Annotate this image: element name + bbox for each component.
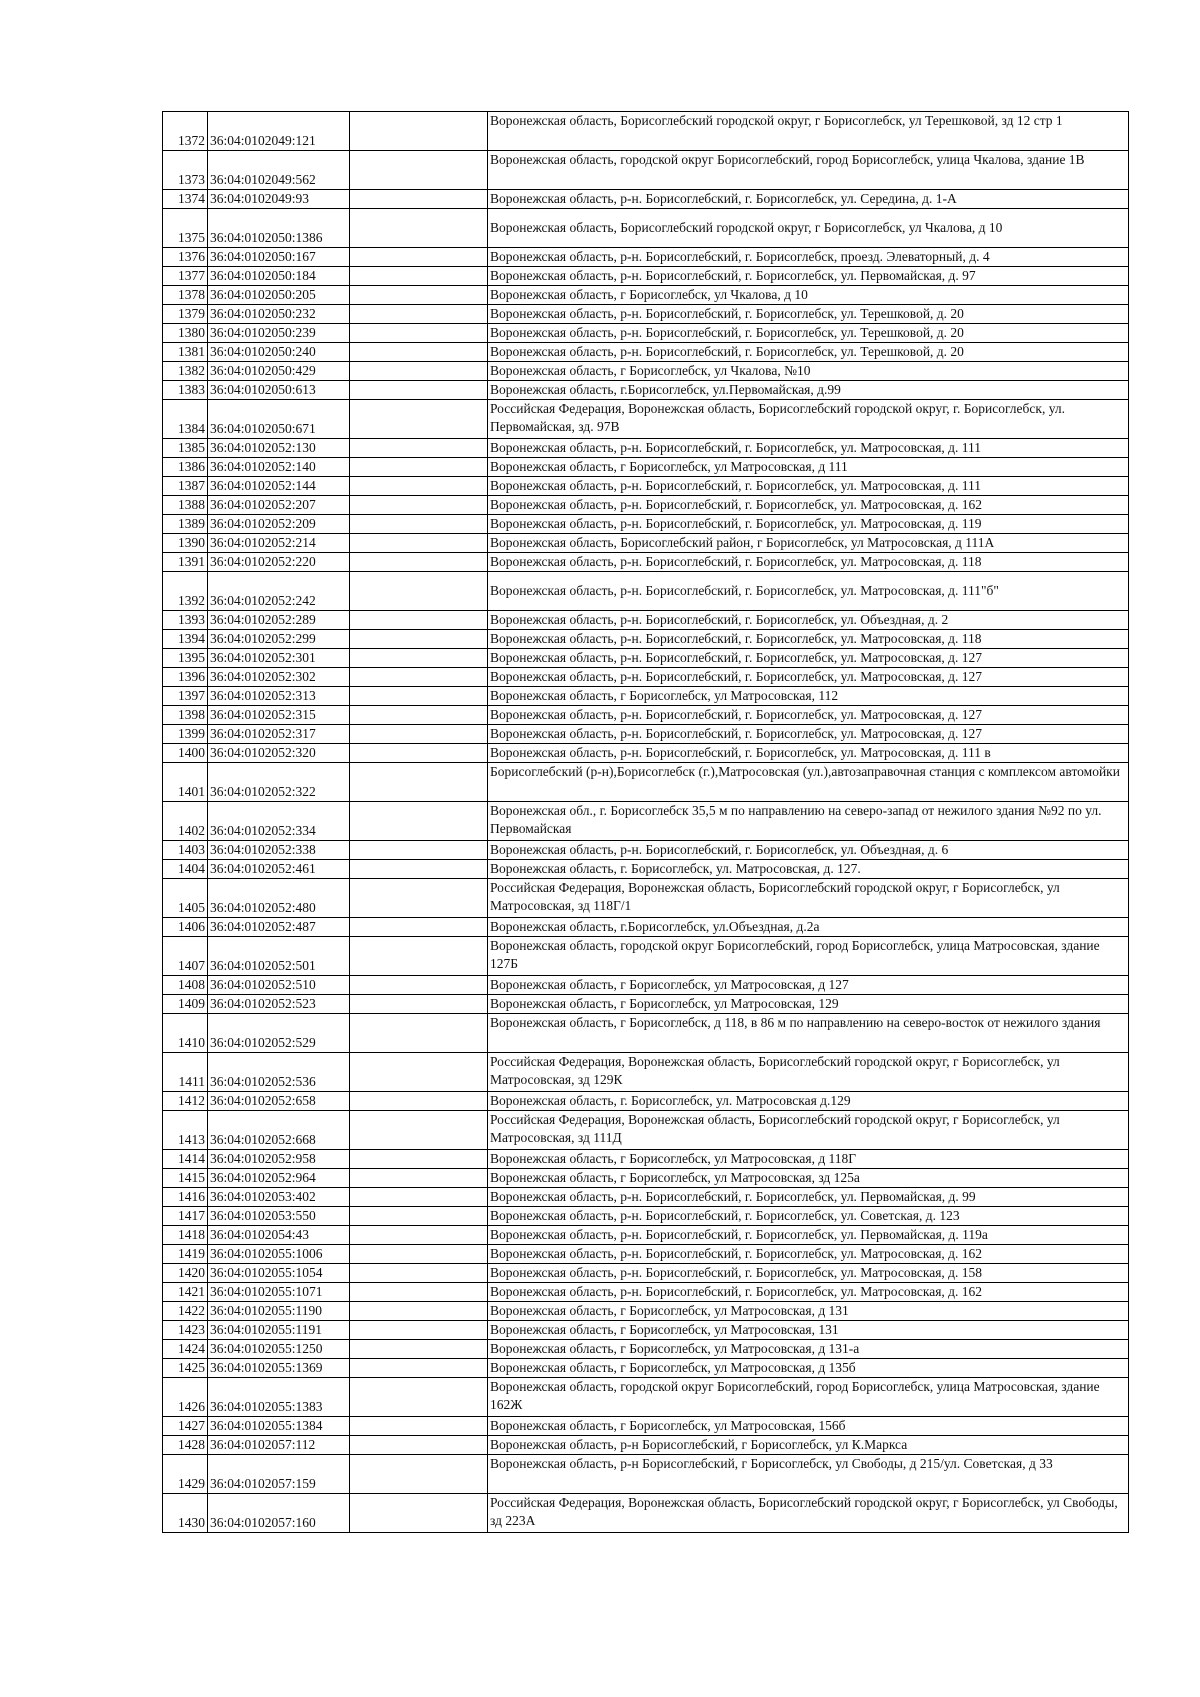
row-number: 1372 [163, 112, 208, 151]
empty-cell [350, 976, 488, 995]
row-number: 1393 [163, 611, 208, 630]
empty-cell [350, 744, 488, 763]
row-number: 1421 [163, 1283, 208, 1302]
cadastral-number: 36:04:0102055:1384 [208, 1417, 350, 1436]
address: Воронежская область, р-н Борисоглебский, г Борисоглебск, ул К.Маркса [488, 1436, 1129, 1455]
cadastral-number: 36:04:0102052:209 [208, 515, 350, 534]
empty-cell [350, 630, 488, 649]
table-row [163, 1207, 1129, 1226]
empty-cell [350, 1188, 488, 1207]
row-number: 1406 [163, 918, 208, 937]
table-row [163, 1150, 1129, 1169]
empty-cell [350, 381, 488, 400]
address: Воронежская область, г.Борисоглебск, ул.Объездная, д.2а [488, 918, 1129, 937]
empty-cell [350, 706, 488, 725]
row-number: 1382 [163, 362, 208, 381]
table-row [163, 477, 1129, 496]
row-number: 1407 [163, 937, 208, 976]
table-row [163, 515, 1129, 534]
table-row [163, 190, 1129, 209]
cadastral-number: 36:04:0102055:1054 [208, 1264, 350, 1283]
address: Воронежская область, р-н. Борисоглебский, г. Борисоглебск, ул. Матросовская, д. 111 в [488, 744, 1129, 763]
address: Воронежская область, р-н. Борисоглебский, г. Борисоглебск, ул. Советская, д. 123 [488, 1207, 1129, 1226]
empty-cell [350, 918, 488, 937]
address: Воронежская область, р-н. Борисоглебский, г. Борисоглебск, ул. Матросовская, д. 127 [488, 649, 1129, 668]
row-number: 1425 [163, 1359, 208, 1378]
row-number: 1429 [163, 1455, 208, 1494]
cadastral-number: 36:04:0102057:160 [208, 1494, 350, 1533]
cadastral-number: 36:04:0102052:523 [208, 995, 350, 1014]
cadastral-number: 36:04:0102052:317 [208, 725, 350, 744]
row-number: 1424 [163, 1340, 208, 1359]
address: Российская Федерация, Воронежская область, Борисоглебский городской округ, г Борисоглебск, ул Свободы, зд 223А [488, 1494, 1129, 1533]
table-row [163, 343, 1129, 362]
address: Воронежская область, р-н. Борисоглебский, г. Борисоглебск, ул. Первомайская, д. 119а [488, 1226, 1129, 1245]
empty-cell [350, 802, 488, 841]
row-number: 1413 [163, 1111, 208, 1150]
address: Воронежская область, р-н. Борисоглебский, г. Борисоглебск, ул. Терешковой, д. 20 [488, 305, 1129, 324]
cadastral-number: 36:04:0102052:140 [208, 458, 350, 477]
row-number: 1408 [163, 976, 208, 995]
address: Борисоглебский (р-н),Борисоглебск (г.),Матросовская (ул.),автозаправочная станция с комплексом автомойки [488, 763, 1129, 802]
address: Воронежская область, р-н. Борисоглебский, г. Борисоглебск, проезд. Элеваторный, д. 4 [488, 248, 1129, 267]
address: Воронежская обл., г. Борисоглебск 35,5 м по направлению на северо-запад от нежилого здания №92 по ул. Первомайская [488, 802, 1129, 841]
cadastral-number: 36:04:0102052:480 [208, 879, 350, 918]
cadastral-number: 36:04:0102050:167 [208, 248, 350, 267]
cadastral-number: 36:04:0102052:320 [208, 744, 350, 763]
cadastral-number: 36:04:0102050:671 [208, 400, 350, 439]
empty-cell [350, 572, 488, 611]
row-number: 1389 [163, 515, 208, 534]
address: Воронежская область, городской округ Борисоглебский, город Борисоглебск, улица Чкалова, здание 1В [488, 151, 1129, 190]
empty-cell [350, 209, 488, 248]
table-row [163, 802, 1129, 841]
address: Воронежская область, р-н. Борисоглебский, г. Борисоглебск, ул. Середина, д. 1-А [488, 190, 1129, 209]
empty-cell [350, 1455, 488, 1494]
empty-cell [350, 190, 488, 209]
cadastral-number: 36:04:0102055:1250 [208, 1340, 350, 1359]
cadastral-number: 36:04:0102055:1190 [208, 1302, 350, 1321]
empty-cell [350, 725, 488, 744]
table-row [163, 1053, 1129, 1092]
table-row [163, 1359, 1129, 1378]
address: Российская Федерация, Воронежская область, Борисоглебский городской округ, г. Борисоглебск, ул. Первомайская, зд. 97В [488, 400, 1129, 439]
address: Воронежская область, г. Борисоглебск, ул. Матросовская, д. 127. [488, 860, 1129, 879]
row-number: 1404 [163, 860, 208, 879]
empty-cell [350, 458, 488, 477]
empty-cell [350, 860, 488, 879]
table-row [163, 841, 1129, 860]
table-row [163, 630, 1129, 649]
table-row [163, 151, 1129, 190]
cadastral-number: 36:04:0102055:1191 [208, 1321, 350, 1340]
row-number: 1410 [163, 1014, 208, 1053]
table-row [163, 267, 1129, 286]
empty-cell [350, 534, 488, 553]
address: Воронежская область, г Борисоглебск, ул Матросовская, 156б [488, 1417, 1129, 1436]
row-number: 1403 [163, 841, 208, 860]
empty-cell [350, 1169, 488, 1188]
table-row [163, 248, 1129, 267]
cadastral-number: 36:04:0102052:214 [208, 534, 350, 553]
row-number: 1415 [163, 1169, 208, 1188]
address: Воронежская область, г.Борисоглебск, ул.Первомайская, д.99 [488, 381, 1129, 400]
table-row [163, 725, 1129, 744]
empty-cell [350, 248, 488, 267]
table-row [163, 1321, 1129, 1340]
empty-cell [350, 763, 488, 802]
row-number: 1379 [163, 305, 208, 324]
table-row [163, 687, 1129, 706]
table-row [163, 1455, 1129, 1494]
table-row [163, 381, 1129, 400]
row-number: 1383 [163, 381, 208, 400]
table-row [163, 572, 1129, 611]
row-number: 1400 [163, 744, 208, 763]
empty-cell [350, 668, 488, 687]
table-row [163, 439, 1129, 458]
empty-cell [350, 1302, 488, 1321]
table-row [163, 1014, 1129, 1053]
address: Воронежская область, Борисоглебский городской округ, г Борисоглебск, ул Чкалова, д 10 [488, 209, 1129, 248]
table-row [163, 534, 1129, 553]
table-row [163, 1188, 1129, 1207]
row-number: 1426 [163, 1378, 208, 1417]
cadastral-number: 36:04:0102050:429 [208, 362, 350, 381]
table-row [163, 1226, 1129, 1245]
row-number: 1411 [163, 1053, 208, 1092]
cadastral-number: 36:04:0102052:130 [208, 439, 350, 458]
empty-cell [350, 496, 488, 515]
cadastral-number: 36:04:0102052:529 [208, 1014, 350, 1053]
row-number: 1377 [163, 267, 208, 286]
empty-cell [350, 1053, 488, 1092]
table-row [163, 362, 1129, 381]
address: Воронежская область, р-н. Борисоглебский, г. Борисоглебск, ул. Объездная, д. 6 [488, 841, 1129, 860]
cadastral-number: 36:04:0102049:121 [208, 112, 350, 151]
empty-cell [350, 1321, 488, 1340]
address: Воронежская область, Борисоглебский городской округ, г Борисоглебск, ул Терешковой, зд 12 стр 1 [488, 112, 1129, 151]
cadastral-number: 36:04:0102052:510 [208, 976, 350, 995]
address: Воронежская область, р-н. Борисоглебский, г. Борисоглебск, ул. Объездная, д. 2 [488, 611, 1129, 630]
table-row [163, 611, 1129, 630]
table-row [163, 1111, 1129, 1150]
row-number: 1391 [163, 553, 208, 572]
row-number: 1374 [163, 190, 208, 209]
table-row [163, 706, 1129, 725]
empty-cell [350, 324, 488, 343]
row-number: 1386 [163, 458, 208, 477]
table-row [163, 209, 1129, 248]
address: Воронежская область, г Борисоглебск, ул Матросовская, 131 [488, 1321, 1129, 1340]
table-row [163, 937, 1129, 976]
row-number: 1416 [163, 1188, 208, 1207]
cadastral-number: 36:04:0102055:1071 [208, 1283, 350, 1302]
row-number: 1388 [163, 496, 208, 515]
empty-cell [350, 1359, 488, 1378]
address: Воронежская область, р-н. Борисоглебский, г. Борисоглебск, ул. Матросовская, д. 127 [488, 668, 1129, 687]
table-row [163, 1169, 1129, 1188]
table-row [163, 1436, 1129, 1455]
row-number: 1392 [163, 572, 208, 611]
empty-cell [350, 1207, 488, 1226]
row-number: 1398 [163, 706, 208, 725]
table-row [163, 112, 1129, 151]
table-row [163, 995, 1129, 1014]
row-number: 1375 [163, 209, 208, 248]
cadastral-number: 36:04:0102052:315 [208, 706, 350, 725]
cadastral-number: 36:04:0102055:1369 [208, 1359, 350, 1378]
table-row [163, 1378, 1129, 1417]
table-row [163, 1264, 1129, 1283]
address: Воронежская область, р-н. Борисоглебский, г. Борисоглебск, ул. Матросовская, д. 119 [488, 515, 1129, 534]
address: Воронежская область, р-н. Борисоглебский, г. Борисоглебск, ул. Матросовская, д. 111"б" [488, 572, 1129, 611]
address: Воронежская область, г Борисоглебск, ул Матросовская, д 111 [488, 458, 1129, 477]
row-number: 1395 [163, 649, 208, 668]
cadastral-number: 36:04:0102052:338 [208, 841, 350, 860]
table-row [163, 763, 1129, 802]
cadastral-number: 36:04:0102049:562 [208, 151, 350, 190]
cadastral-number: 36:04:0102052:501 [208, 937, 350, 976]
empty-cell [350, 286, 488, 305]
row-number: 1390 [163, 534, 208, 553]
table-row [163, 1283, 1129, 1302]
row-number: 1376 [163, 248, 208, 267]
address: Воронежская область, г. Борисоглебск, ул. Матросовская д.129 [488, 1092, 1129, 1111]
empty-cell [350, 343, 488, 362]
address: Воронежская область, р-н. Борисоглебский, г. Борисоглебск, ул. Матросовская, д. 111 [488, 439, 1129, 458]
empty-cell [350, 1494, 488, 1533]
empty-cell [350, 1283, 488, 1302]
table-row [163, 668, 1129, 687]
cadastral-number: 36:04:0102052:536 [208, 1053, 350, 1092]
address: Воронежская область, г Борисоглебск, ул Матросовская, д 127 [488, 976, 1129, 995]
empty-cell [350, 937, 488, 976]
cadastral-number: 36:04:0102057:112 [208, 1436, 350, 1455]
table-row [163, 1245, 1129, 1264]
empty-cell [350, 1417, 488, 1436]
cadastral-number: 36:04:0102050:1386 [208, 209, 350, 248]
address: Воронежская область, р-н. Борисоглебский, г. Борисоглебск, ул. Матросовская, д. 162 [488, 1283, 1129, 1302]
table-row [163, 649, 1129, 668]
empty-cell [350, 362, 488, 381]
cadastral-number: 36:04:0102054:43 [208, 1226, 350, 1245]
table-row [163, 458, 1129, 477]
table-row [163, 496, 1129, 515]
empty-cell [350, 611, 488, 630]
address: Воронежская область, г Борисоглебск, ул Матросовская, д 135б [488, 1359, 1129, 1378]
address: Воронежская область, р-н. Борисоглебский, г. Борисоглебск, ул. Матросовская, д. 162 [488, 496, 1129, 515]
empty-cell [350, 305, 488, 324]
row-number: 1430 [163, 1494, 208, 1533]
address: Воронежская область, городской округ Борисоглебский, город Борисоглебск, улица Матросовская, здание 162Ж [488, 1378, 1129, 1417]
address: Воронежская область, г Борисоглебск, ул Матросовская, д 131 [488, 1302, 1129, 1321]
row-number: 1418 [163, 1226, 208, 1245]
cadastral-number: 36:04:0102052:322 [208, 763, 350, 802]
row-number: 1419 [163, 1245, 208, 1264]
empty-cell [350, 515, 488, 534]
cadastral-number: 36:04:0102052:242 [208, 572, 350, 611]
cadastral-number: 36:04:0102052:289 [208, 611, 350, 630]
table-row [163, 1417, 1129, 1436]
cadastral-number: 36:04:0102053:402 [208, 1188, 350, 1207]
cadastral-number: 36:04:0102052:658 [208, 1092, 350, 1111]
address: Воронежская область, г Борисоглебск, ул Матросовская, д 118Г [488, 1150, 1129, 1169]
address: Воронежская область, р-н. Борисоглебский, г. Борисоглебск, ул. Матросовская, д. 111 [488, 477, 1129, 496]
cadastral-number: 36:04:0102052:334 [208, 802, 350, 841]
table-row [163, 744, 1129, 763]
row-number: 1394 [163, 630, 208, 649]
empty-cell [350, 687, 488, 706]
row-number: 1412 [163, 1092, 208, 1111]
address: Воронежская область, Борисоглебский район, г Борисоглебск, ул Матросовская, д 111А [488, 534, 1129, 553]
cadastral-number: 36:04:0102053:550 [208, 1207, 350, 1226]
registry-table [162, 111, 1129, 1533]
cadastral-number: 36:04:0102050:613 [208, 381, 350, 400]
address: Воронежская область, г Борисоглебск, ул Матросовская, д 131-а [488, 1340, 1129, 1359]
address: Воронежская область, г Борисоглебск, ул Матросовская, 112 [488, 687, 1129, 706]
empty-cell [350, 1245, 488, 1264]
cadastral-number: 36:04:0102052:958 [208, 1150, 350, 1169]
table-row [163, 553, 1129, 572]
row-number: 1373 [163, 151, 208, 190]
address: Воронежская область, р-н. Борисоглебский, г. Борисоглебск, ул. Первомайская, д. 97 [488, 267, 1129, 286]
cadastral-number: 36:04:0102052:487 [208, 918, 350, 937]
empty-cell [350, 1264, 488, 1283]
address: Воронежская область, р-н. Борисоглебский, г. Борисоглебск, ул. Матросовская, д. 118 [488, 553, 1129, 572]
row-number: 1420 [163, 1264, 208, 1283]
empty-cell [350, 1340, 488, 1359]
empty-cell [350, 1111, 488, 1150]
row-number: 1380 [163, 324, 208, 343]
address: Российская Федерация, Воронежская область, Борисоглебский городской округ, г Борисоглебск, ул Матросовская, зд 111Д [488, 1111, 1129, 1150]
cadastral-number: 36:04:0102052:301 [208, 649, 350, 668]
cadastral-number: 36:04:0102052:299 [208, 630, 350, 649]
cadastral-number: 36:04:0102050:239 [208, 324, 350, 343]
row-number: 1399 [163, 725, 208, 744]
row-number: 1384 [163, 400, 208, 439]
empty-cell [350, 553, 488, 572]
row-number: 1428 [163, 1436, 208, 1455]
cadastral-number: 36:04:0102052:144 [208, 477, 350, 496]
address: Воронежская область, р-н Борисоглебский, г Борисоглебск, ул Свободы, д 215/ул. Советская, д 33 [488, 1455, 1129, 1494]
row-number: 1401 [163, 763, 208, 802]
table-row [163, 305, 1129, 324]
empty-cell [350, 1226, 488, 1245]
row-number: 1423 [163, 1321, 208, 1340]
empty-cell [350, 879, 488, 918]
empty-cell [350, 1092, 488, 1111]
row-number: 1378 [163, 286, 208, 305]
empty-cell [350, 1150, 488, 1169]
row-number: 1387 [163, 477, 208, 496]
table-row [163, 918, 1129, 937]
row-number: 1396 [163, 668, 208, 687]
address: Воронежская область, р-н. Борисоглебский, г. Борисоглебск, ул. Матросовская, д. 158 [488, 1264, 1129, 1283]
cadastral-number: 36:04:0102052:313 [208, 687, 350, 706]
row-number: 1417 [163, 1207, 208, 1226]
empty-cell [350, 995, 488, 1014]
address: Воронежская область, р-н. Борисоглебский, г. Борисоглебск, ул. Матросовская, д. 127 [488, 725, 1129, 744]
row-number: 1402 [163, 802, 208, 841]
row-number: 1427 [163, 1417, 208, 1436]
empty-cell [350, 477, 488, 496]
empty-cell [350, 112, 488, 151]
empty-cell [350, 841, 488, 860]
address: Воронежская область, г Борисоглебск, д 118, в 86 м по направлению на северо-восток от нежилого здания [488, 1014, 1129, 1053]
cadastral-number: 36:04:0102050:240 [208, 343, 350, 362]
empty-cell [350, 439, 488, 458]
address: Воронежская область, р-н. Борисоглебский, г. Борисоглебск, ул. Терешковой, д. 20 [488, 343, 1129, 362]
empty-cell [350, 649, 488, 668]
table-row [163, 1494, 1129, 1533]
address: Воронежская область, г Борисоглебск, ул Чкалова, №10 [488, 362, 1129, 381]
cadastral-number: 36:04:0102049:93 [208, 190, 350, 209]
empty-cell [350, 267, 488, 286]
row-number: 1422 [163, 1302, 208, 1321]
table-row [163, 1302, 1129, 1321]
address: Воронежская область, г Борисоглебск, ул Чкалова, д 10 [488, 286, 1129, 305]
table-row [163, 324, 1129, 343]
empty-cell [350, 1378, 488, 1417]
cadastral-number: 36:04:0102052:302 [208, 668, 350, 687]
address: Воронежская область, городской округ Борисоглебский, город Борисоглебск, улица Матросовская, здание 127Б [488, 937, 1129, 976]
cadastral-number: 36:04:0102055:1383 [208, 1378, 350, 1417]
cadastral-number: 36:04:0102052:668 [208, 1111, 350, 1150]
empty-cell [350, 1436, 488, 1455]
registry-body [163, 112, 1129, 1533]
cadastral-number: 36:04:0102055:1006 [208, 1245, 350, 1264]
table-row [163, 879, 1129, 918]
address: Воронежская область, г Борисоглебск, ул Матросовская, 129 [488, 995, 1129, 1014]
address: Воронежская область, р-н. Борисоглебский, г. Борисоглебск, ул. Матросовская, д. 118 [488, 630, 1129, 649]
row-number: 1397 [163, 687, 208, 706]
row-number: 1385 [163, 439, 208, 458]
row-number: 1405 [163, 879, 208, 918]
table-row [163, 400, 1129, 439]
address: Воронежская область, р-н. Борисоглебский, г. Борисоглебск, ул. Первомайская, д. 99 [488, 1188, 1129, 1207]
cadastral-number: 36:04:0102057:159 [208, 1455, 350, 1494]
table-row [163, 286, 1129, 305]
table-row [163, 860, 1129, 879]
address: Воронежская область, р-н. Борисоглебский, г. Борисоглебск, ул. Матросовская, д. 127 [488, 706, 1129, 725]
address: Российская Федерация, Воронежская область, Борисоглебский городской округ, г Борисоглебск, ул Матросовская, зд 118Г/1 [488, 879, 1129, 918]
address: Российская Федерация, Воронежская область, Борисоглебский городской округ, г Борисоглебск, ул Матросовская, зд 129К [488, 1053, 1129, 1092]
cadastral-number: 36:04:0102052:207 [208, 496, 350, 515]
cadastral-number: 36:04:0102050:232 [208, 305, 350, 324]
empty-cell [350, 151, 488, 190]
cadastral-number: 36:04:0102052:220 [208, 553, 350, 572]
address: Воронежская область, г Борисоглебск, ул Матросовская, зд 125а [488, 1169, 1129, 1188]
table-row [163, 1092, 1129, 1111]
cadastral-number: 36:04:0102052:964 [208, 1169, 350, 1188]
empty-cell [350, 400, 488, 439]
address: Воронежская область, р-н. Борисоглебский, г. Борисоглебск, ул. Терешковой, д. 20 [488, 324, 1129, 343]
cadastral-number: 36:04:0102050:205 [208, 286, 350, 305]
address: Воронежская область, р-н. Борисоглебский, г. Борисоглебск, ул. Матросовская, д. 162 [488, 1245, 1129, 1264]
cadastral-number: 36:04:0102050:184 [208, 267, 350, 286]
row-number: 1381 [163, 343, 208, 362]
empty-cell [350, 1014, 488, 1053]
cadastral-number: 36:04:0102052:461 [208, 860, 350, 879]
table-row [163, 1340, 1129, 1359]
row-number: 1414 [163, 1150, 208, 1169]
row-number: 1409 [163, 995, 208, 1014]
table-row [163, 976, 1129, 995]
